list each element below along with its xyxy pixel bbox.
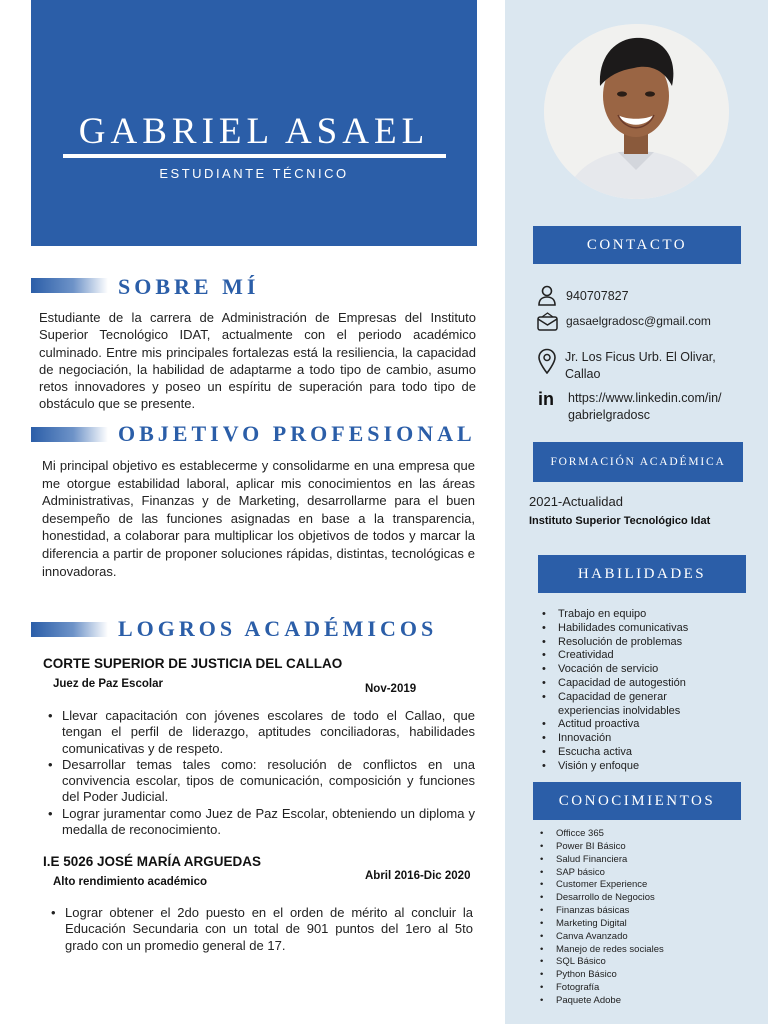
contact-phone: 940707827 <box>566 289 629 303</box>
objective-text: Mi principal objetivo es establecerme y consolidarme en una empresa que me otorgue estabilidad laboral, aplicar mis conocimientos en las áreas Administrativas, Finanzas y de Marketing, desarrollarme para el buen desempeño de las funciones asignadas en base a la transparencia, honestidad, a colaborar para multiplicar los objetivos de todos y marcar la diferencia a partir de proponer soluciones rápidas, distintas, tecnológicas e innovadoras. <box>42 458 475 579</box>
contact-linkedin-line-1[interactable]: https://www.linkedin.com/in/ <box>568 391 722 405</box>
list-item: • Desarrollar temas tales como: resolución de conflictos en una convivencia escolar, tipos de comunicación, composición y funciones del Poder Judicial. <box>43 757 475 806</box>
achievement-bullets <box>43 708 475 838</box>
knowledge-item: • SAP básico <box>538 867 738 880</box>
achievements-section-title: LOGROS ACADÉMICOS <box>118 616 438 641</box>
achievements-section-bar <box>31 622 108 637</box>
skill-item: • Capacidad de autogestión <box>540 677 740 691</box>
contact-linkedin[interactable] <box>568 390 722 423</box>
list-item: • Lograr juramentar como Juez de Paz Escolar, obteniendo un diploma y medalla de reconocimiento. <box>43 806 475 839</box>
skill-item: • Vocación de servicio <box>540 663 740 677</box>
contact-email: gasaelgradosc@gmail.com <box>566 314 711 328</box>
mail-icon <box>537 312 558 331</box>
contact-address-line-1: Jr. Los Ficus Urb. El Olivar, <box>565 350 716 364</box>
education-period: 2021-Actualidad <box>529 494 623 509</box>
skill-item: • Innovación <box>540 732 740 746</box>
achievement-role: Alto rendimiento académico <box>53 876 208 888</box>
knowledge-item: • SQL Básico <box>538 956 738 969</box>
list-item: • Lograr obtener el 2do puesto en el orden de mérito al concluir la Educación Secundaria con un total de 901 puntos del 1ero al 5to grado con un promedio general de 17. <box>46 905 473 954</box>
achievement-bullets <box>46 905 473 954</box>
knowledge-list <box>538 828 738 1008</box>
about-section-title: SOBRE MÍ <box>118 274 260 299</box>
objective-section-bar <box>31 427 108 442</box>
knowledge-item: • Customer Experience <box>538 879 738 892</box>
education-section-title: FORMACIÓN ACADÉMICA <box>533 442 743 482</box>
knowledge-item: • Officce 365 <box>538 828 738 841</box>
skill-item: • Habilidades comunicativas <box>540 622 740 636</box>
linkedin-icon <box>538 389 558 409</box>
skills-section-title: HABILIDADES <box>538 555 746 593</box>
header-divider <box>63 154 446 158</box>
knowledge-item: • Desarrollo de Negocios <box>538 892 738 905</box>
contact-address <box>565 349 716 382</box>
skill-item: • Capacidad de generar experiencias inolvidables <box>540 691 708 719</box>
location-pin-icon <box>537 348 557 374</box>
achievement-date: Nov-2019 <box>365 683 417 695</box>
knowledge-item: • Power BI Básico <box>538 841 738 854</box>
skill-item: • Creatividad <box>540 649 740 663</box>
profile-avatar-illustration <box>544 24 729 199</box>
knowledge-item: • Marketing Digital <box>538 918 738 931</box>
objective-section-title: OBJETIVO PROFESIONAL <box>118 421 476 446</box>
about-text: Estudiante de la carrera de Administración de Empresas del Instituto Superior Tecnológico IDAT, actualmente con el periodo académico culminado. Entre mis principales fortalezas está la resiliencia, la capacidad de negociación, la habilidad de adaptarme a todo tipo de cambio, asumo retos innovadores y poseo un espíritu de superación para todo tipo de obstáculo que se presente. <box>39 310 476 412</box>
list-item: • Llevar capacitación con jóvenes escolares de todo el Callao, que tengan el perfil de liderazgo, aptitudes conciliadoras, habilidades comunicativas y de respeto. <box>43 708 475 757</box>
profile-photo <box>544 24 729 199</box>
knowledge-item: • Python Básico <box>538 969 738 982</box>
knowledge-item: • Paquete Adobe <box>538 995 738 1008</box>
skill-item: • Trabajo en equipo <box>540 608 740 622</box>
knowledge-item: • Manejo de redes sociales <box>538 944 738 957</box>
achievement-institution: CORTE SUPERIOR DE JUSTICIA DEL CALLAO <box>43 656 343 671</box>
achievement-date: Abril 2016-Dic 2020 <box>365 870 471 882</box>
user-icon <box>536 284 558 306</box>
skill-item: • Resolución de problemas <box>540 636 740 650</box>
about-section-bar <box>31 278 108 293</box>
contact-address-line-2: Callao <box>565 366 601 381</box>
skill-item: • Escucha activa <box>540 746 740 760</box>
knowledge-item: • Fotografía <box>538 982 738 995</box>
skill-item: • Visión y enfoque <box>540 760 740 774</box>
candidate-role: ESTUDIANTE TÉCNICO <box>159 166 349 181</box>
education-institution: Instituto Superior Tecnológico Idat <box>529 515 711 527</box>
svg-text:in: in <box>538 389 554 409</box>
skill-item: • Actitud proactiva <box>540 718 740 732</box>
achievement-role: Juez de Paz Escolar <box>53 678 163 690</box>
header-banner <box>31 0 477 246</box>
contact-section-title: CONTACTO <box>533 226 741 264</box>
knowledge-item: • Finanzas básicas <box>538 905 738 918</box>
candidate-name: GABRIEL ASAEL <box>78 111 430 152</box>
achievement-institution: I.E 5026 JOSÉ MARÍA ARGUEDAS <box>43 854 262 869</box>
knowledge-section-title: CONOCIMIENTOS <box>533 782 741 820</box>
contact-linkedin-line-2[interactable]: gabrielgradosc <box>568 407 650 422</box>
knowledge-item: • Salud Financiera <box>538 854 738 867</box>
skills-list <box>540 608 740 774</box>
knowledge-item: • Canva Avanzado <box>538 931 738 944</box>
